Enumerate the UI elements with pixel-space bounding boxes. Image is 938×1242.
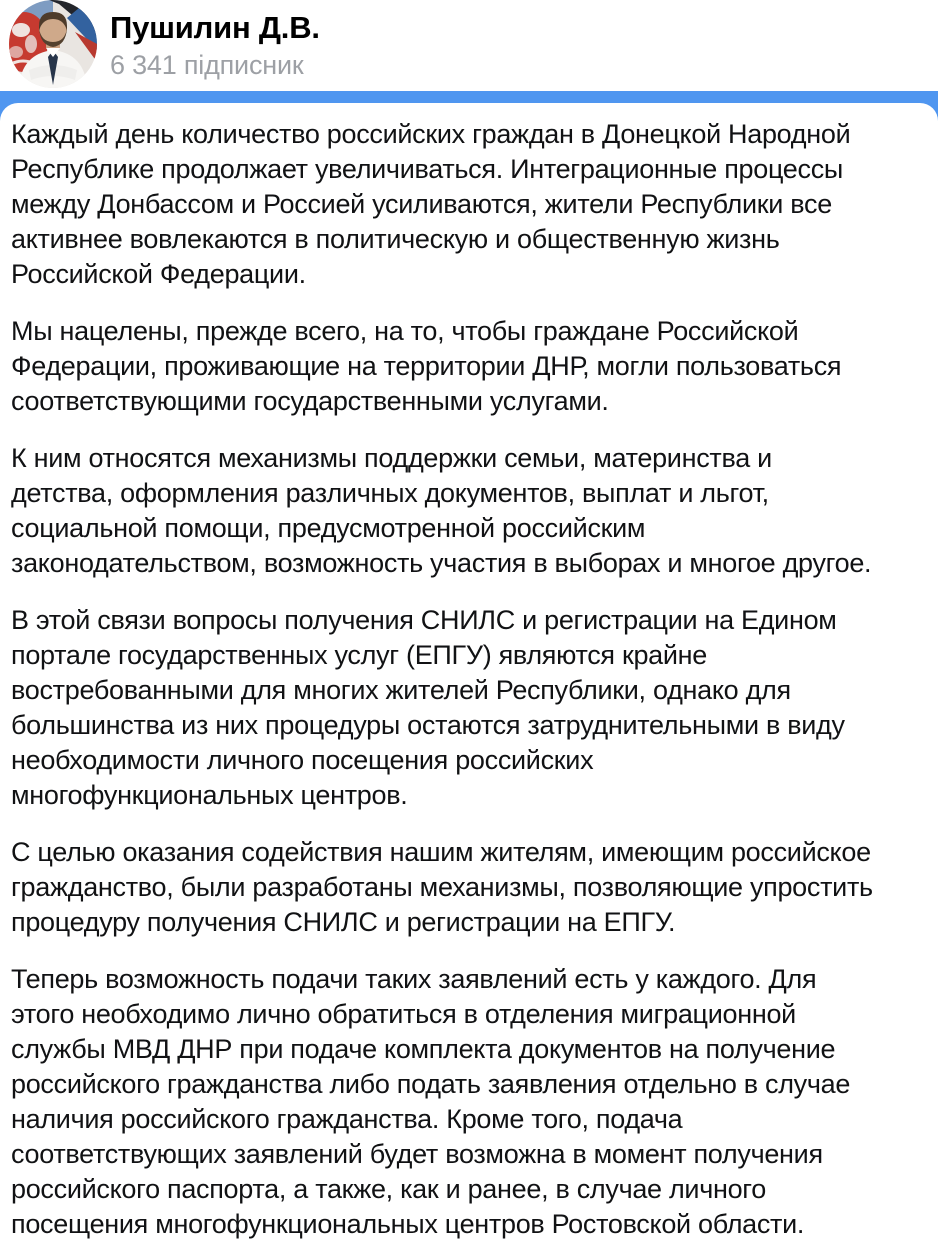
post-line: российского гражданства либо подать заявления отдельно в случае xyxy=(11,1069,851,1099)
post-line: Мы нацелены, прежде всего, на то, чтобы граждане Российской xyxy=(11,316,799,346)
post-line: Теперь возможность подачи таких заявлений есть у каждого. Для xyxy=(11,964,817,994)
post-line: социальной помощи, предусмотренной российским xyxy=(11,513,646,543)
channel-header xyxy=(0,0,938,91)
post-line: посещения многофункциональных центров Ростовской области. xyxy=(11,1209,805,1239)
post-line: процедуру получения СНИЛС и регистрации на ЕПГУ. xyxy=(11,907,676,937)
post-line: соответствующими государственными услугами. xyxy=(11,386,609,416)
post-card xyxy=(0,103,938,1239)
post-line: активнее вовлекаются в политическую и общественную жизнь xyxy=(11,224,780,254)
channel-name[interactable]: Пушилин Д.В. xyxy=(110,10,320,45)
post-line: российского паспорта, а также, как и ранее, в случае личного xyxy=(11,1174,766,1204)
post-line: наличия российского гражданства. Кроме того, подача xyxy=(11,1104,683,1134)
post-line: соответствующих заявлений будет возможна в момент получения xyxy=(11,1139,823,1169)
post-paragraph xyxy=(11,603,918,813)
post-line: законодательством, возможность участия в выборах и многое другое. xyxy=(11,548,872,578)
subscriber-count: 6 341 підписник xyxy=(110,50,304,80)
post-line: С целью оказания содействия нашим жителям, имеющим российское xyxy=(11,837,871,867)
post-text xyxy=(0,103,938,1242)
post-line: гражданство, были разработаны механизмы, позволяющие упростить xyxy=(11,872,873,902)
post-paragraph xyxy=(11,441,918,581)
post-line: детства, оформления различных документов, выплат и льгот, xyxy=(11,478,769,508)
post-line: портале государственных услуг (ЕПГУ) являются крайне xyxy=(11,640,708,670)
post-line: Республике продолжает увеличиваться. Интеграционные процессы xyxy=(11,154,844,184)
post-paragraph xyxy=(11,962,918,1242)
post-paragraph xyxy=(11,117,918,292)
post-line: Каждый день количество российских граждан в Донецкой Народной xyxy=(11,119,851,149)
post-line: К ним относятся механизмы поддержки семьи, материнства и xyxy=(11,443,772,473)
post-line: востребованными для многих жителей Республики, однако для xyxy=(11,675,791,705)
post-paragraph xyxy=(11,314,918,419)
post-line: многофункциональных центров. xyxy=(11,780,408,810)
post-line: необходимости личного посещения российских xyxy=(11,745,594,775)
post-line: между Донбассом и Россией усиливаются, жители Республики все xyxy=(11,189,832,219)
post-line: службы МВД ДНР при подаче комплекта документов на получение xyxy=(11,1034,836,1064)
avatar-photo-icon xyxy=(9,0,97,88)
post-paragraph xyxy=(11,835,918,940)
post-line: Федерации, проживающие на территории ДНР, могли пользоваться xyxy=(11,351,842,381)
channel-avatar[interactable] xyxy=(9,0,97,88)
post-line: большинства из них процедуры остаются затруднительными в виду xyxy=(11,710,845,740)
post-line: В этой связи вопросы получения СНИЛС и регистрации на Едином xyxy=(11,605,837,635)
post-line: этого необходимо лично обратиться в отделения миграционной xyxy=(11,999,796,1029)
post-line: Российской Федерации. xyxy=(11,259,306,289)
